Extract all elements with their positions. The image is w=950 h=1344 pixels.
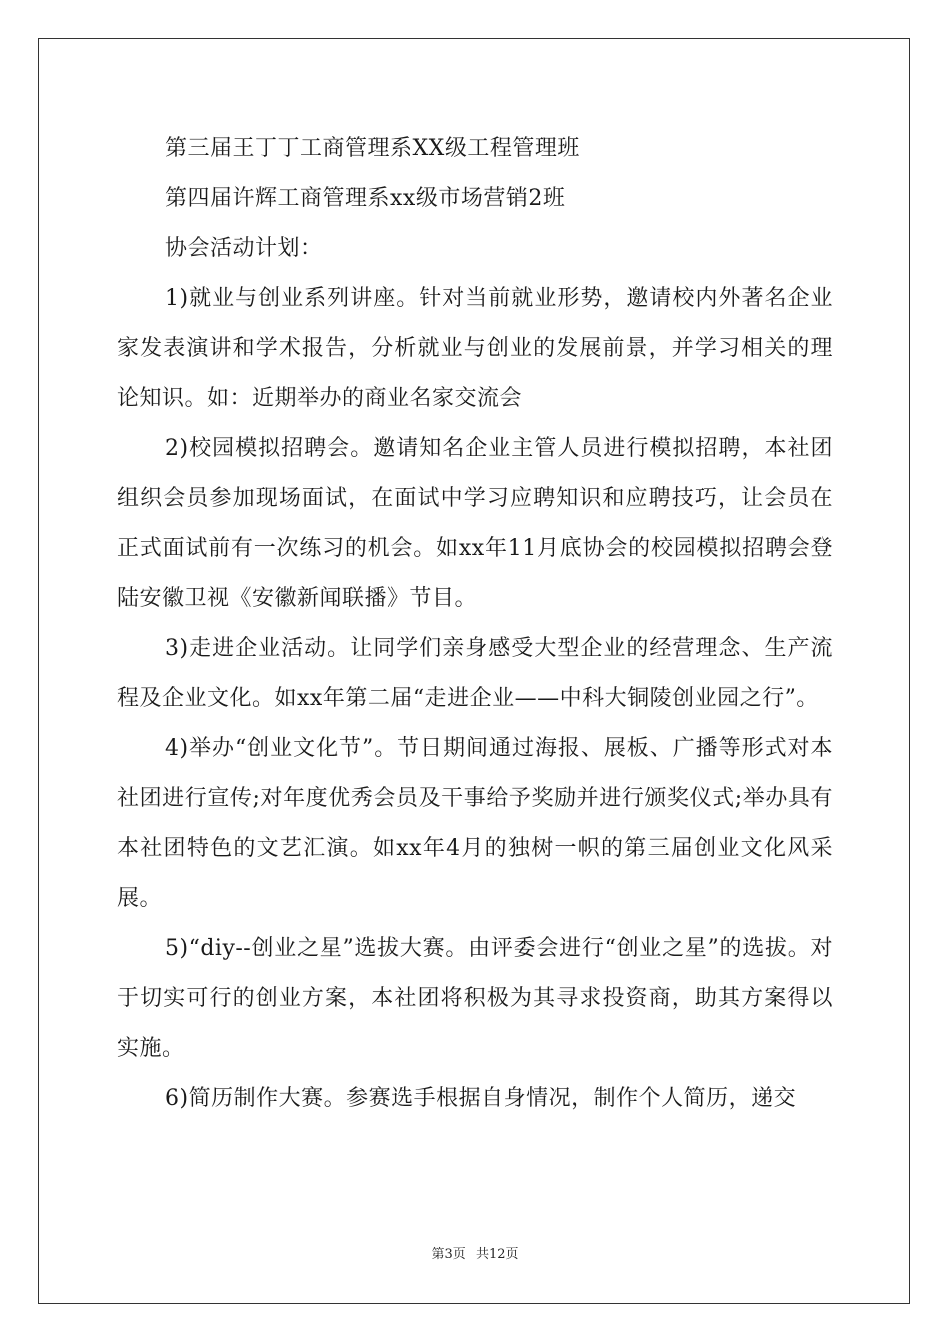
paragraph: 6)简历制作大赛。参赛选手根据自身情况，制作个人简历，递交 [165, 1086, 797, 1111]
paragraph: 5)“diy--创业之星”选拔大赛。由评委会进行“创业之星”的选拔。对于切实可行的创业方案，本社团将积极为其寻求投资商，助其方案得以实施。 [117, 936, 833, 1061]
paragraph: 第四届许辉工商管理系xx级市场营销2班 [165, 186, 566, 211]
paragraph: 3)走进企业活动。让同学们亲身感受大型企业的经营理念、生产流程及企业文化。如xx年第二届“走进企业——中科大铜陵创业园之行”。 [117, 636, 833, 711]
paragraph: 2)校园模拟招聘会。邀请知名企业主管人员进行模拟招聘，本社团组织会员参加现场面试，在面试中学习应聘知识和应聘技巧，让会员在正式面试前有一次练习的机会。如xx年11月底协会的校园模拟招聘会登陆安徽卫视《安徽新闻联播》节目。 [117, 436, 833, 611]
paragraph: 协会活动计划： [165, 236, 323, 261]
page-number: 第3页 [431, 1247, 466, 1262]
page-footer [0, 1243, 950, 1262]
page-total: 共12页 [475, 1247, 519, 1262]
paragraph: 第三届王丁丁工商管理系XX级工程管理班 [165, 136, 580, 161]
paragraph: 4)举办“创业文化节”。节日期间通过海报、展板、广播等形式对本社团进行宣传;对年度优秀会员及干事给予奖励并进行颁奖仪式;举办具有本社团特色的文艺汇演。如xx年4月的独树一帜的第三届创业文化风采展。 [117, 736, 833, 911]
document-body [117, 124, 833, 1124]
paragraph: 1)就业与创业系列讲座。针对当前就业形势，邀请校内外著名企业家发表演讲和学术报告，分析就业与创业的发展前景，并学习相关的理论知识。如：近期举办的商业名家交流会 [117, 286, 833, 411]
